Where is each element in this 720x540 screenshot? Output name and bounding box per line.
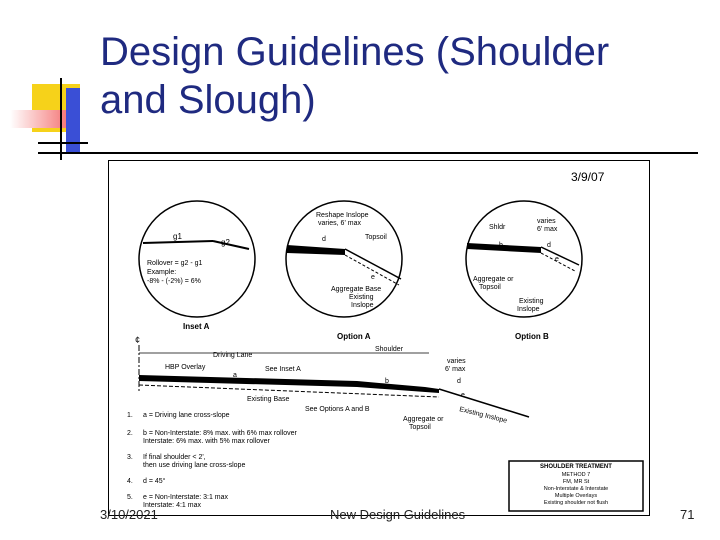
option-a-agg-3: Inslope [351,302,374,309]
section-centerline: ¢ [135,335,141,345]
section-b: b [385,378,389,385]
option-a-reshape-2: varies, 6' max [318,220,361,227]
note-5-num: 5. [127,494,133,501]
section-pavement [139,375,439,393]
option-b-varies-1: varies [537,218,556,225]
deco-horizontal-line [38,142,88,144]
section-d: d [457,378,461,385]
drawing-svg [109,161,649,515]
section-see-options: See Options A and B [305,406,370,413]
option-a-agg-2: Existing [349,294,374,301]
option-b-e: e [555,256,559,263]
note-4-num: 4. [127,478,133,485]
section-existing-inslope: Existing Inslope [458,406,508,425]
deco-vertical-line [60,78,62,160]
slide-title-line-1: Design Guidelines (Shoulder [100,30,610,74]
option-b-label: Option B [515,332,549,341]
option-b-d: d [547,242,551,249]
slide-title-line-2: and Slough) [100,78,316,122]
page-number: 71 [680,507,695,522]
drawing-date: 3/9/07 [571,170,605,184]
note-2-num: 2. [127,430,133,437]
section-e: e [461,392,465,399]
section-shoulder: Shoulder [375,346,404,353]
option-b-agg-1: Aggregate or [473,276,514,283]
note-5-line1: e = Non-Interstate: 3:1 max [143,494,229,501]
inset-a-circle [139,201,255,317]
option-a-d: d [322,236,326,243]
option-b-varies-2: 6' max [537,226,558,233]
note-1-num: 1. [127,412,133,419]
option-a-e: e [371,274,375,281]
slide-title [100,28,700,124]
option-b-shoulder [467,243,541,253]
inset-a-g1: g1 [173,232,182,241]
section-agg-2: Topsoil [409,424,431,431]
titleblock-line-5: Multiple Overlays [554,493,598,499]
engineering-drawing [108,160,650,516]
inset-a-g2: g2 [221,238,230,247]
section-agg-1: Aggregate or [403,416,444,423]
option-b-exist-1: Existing [519,298,544,305]
notes [127,412,298,509]
option-b-shldr: Shldr [489,224,506,231]
option-a-reshape-1: Reshape Inslope [316,212,369,219]
section-driving-lane: Driving Lane [213,352,253,359]
section-varies-2: 6' max [445,366,466,373]
note-3-line1: If final shoulder < 2', [143,454,206,461]
option-a-agg-1: Aggregate Base [331,286,382,293]
footer-title: New Design Guidelines [330,507,466,522]
option-b-b: b [499,242,503,249]
option-b-agg-2: Topsoil [479,284,501,291]
title-rule [38,152,698,154]
section-varies-1: varies [447,358,466,365]
section-existing-base-label: Existing Base [247,396,290,403]
note-5-line2: Interstate: 4:1 max [143,502,201,509]
inset-a-rollover-3: -8% - (-2%) = 6% [147,278,201,285]
note-1-line1: a = Driving lane cross-slope [143,412,230,419]
note-3-line2: then use driving lane cross-slope [143,462,246,469]
titleblock-line-3: FM, MR St [562,479,590,485]
option-a-label: Option A [337,332,371,341]
option-a-topsoil: Topsoil [365,234,387,241]
inset-a-g2-line [213,241,249,249]
inset-a-g1-line [143,241,213,243]
titleblock-line-6: Existing shoulder not flush [543,500,609,506]
section-hbp: HBP Overlay [165,364,206,371]
section-see-inset: See Inset A [265,366,301,373]
titleblock-line-2: METHOD 7 [561,472,591,478]
option-a-shoulder [287,245,345,255]
inset-a-rollover-1: Rollover = g2 - g1 [147,260,203,267]
titleblock-line-4: Non-Interstate & Interstate [543,486,609,492]
inset-a-rollover-2: Example: [147,269,177,276]
note-2-line1: b = Non-Interstate: 8% max. with 6% max rollover [143,430,297,437]
section-a: a [233,372,237,379]
titleblock-line-1: SHOULDER TREATMENT [540,464,612,470]
note-2-line2: Interstate: 6% max. with 5% max rollover [143,438,270,445]
note-4-line1: d = 45° [143,478,166,485]
footer-date: 3/10/2021 [100,507,158,522]
option-b-exist-2: Inslope [517,306,540,313]
note-3-num: 3. [127,454,133,461]
inset-a-label: Inset A [183,322,210,331]
